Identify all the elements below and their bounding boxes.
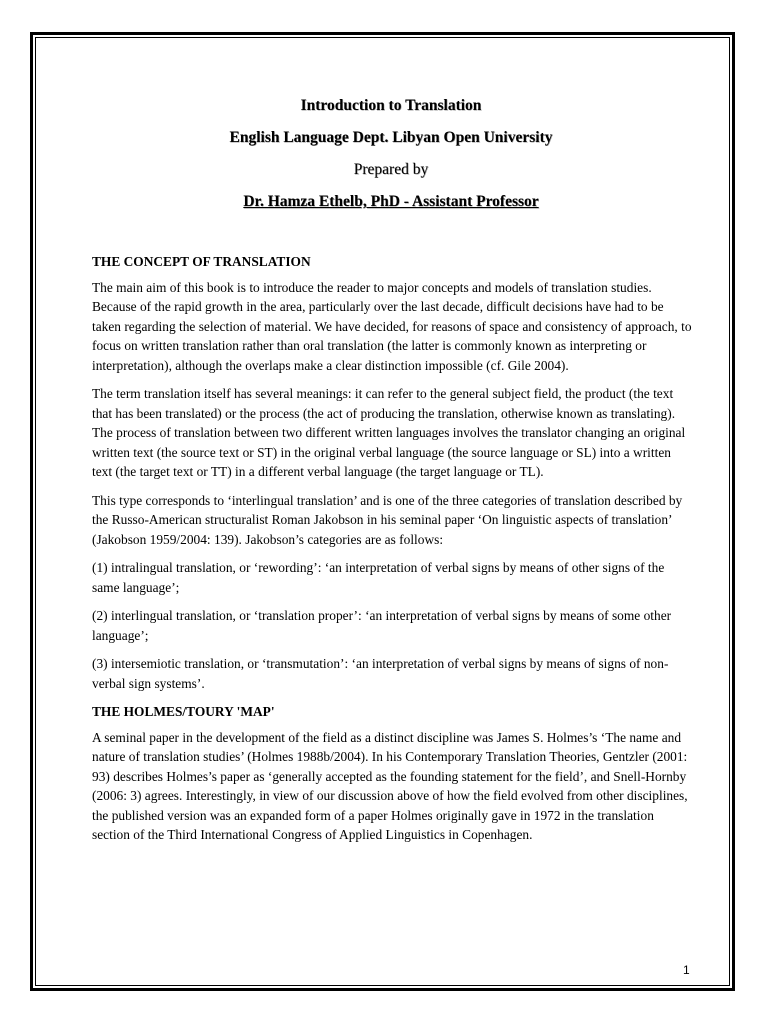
section-heading-holmes-toury: THE HOLMES/TOURY 'MAP' [92, 704, 275, 719]
prepared-by-line: Prepared by [353, 161, 429, 178]
page-number: 1 [683, 963, 690, 977]
list-item-category-2: (2) interlingual translation, or ‘translation proper’: ‘an interpretation of verbal signs by means of some other language’; [92, 608, 672, 643]
author-line: Dr. Hamza Ethelb, PhD - Assistant Professor [243, 193, 539, 210]
document-header [0, 93, 768, 221]
paragraph: The main aim of this book is to introduce the reader to major concepts and models of translation studies. Because of the rapid growth in the area, particularly over the last decade, difficult decisions have had to be taken regarding the selection of material. We have decided, for reasons of space and consistency of approach, to focus on written translation rather than oral translation (the latter is commonly known as interpreting or interpretation), although the overlaps make a clear distinction impossible (cf. Gile 2004). [92, 279, 692, 373]
paragraph: The term translation itself has several meanings: it can refer to the general subject field, the product (the text that has been translated) or the process (the act of producing the translation, otherwise known as translating). The process of translation between two different written languages involves the translator changing an original written text (the source text or ST) in the original verbal language (the source language or SL) into a written text (the target text or TT) in a different verbal language (the target language or TL). [92, 386, 686, 479]
paragraph: A seminal paper in the development of the field as a distinct discipline was James S. Holmes’s ‘The name and nature of translation studies’ (Holmes 1988b/2004). In his Contemporary Translation Theories, Gentzler (2001: 93) describes Holmes’s paper as ‘generally accepted as the founding statement for the field’, and Snell-Hornby (2006: 3) agrees. Interestingly, in view of our discussion above of how the field evolved from other disciplines, the published version was an expanded form of a paper Holmes originally gave in 1972 in the translation section of the Third International Congress of Applied Linguistics in Copenhagen. [92, 729, 688, 842]
paragraph: This type corresponds to ‘interlingual translation’ and is one of the three categories of translation described by the Russo-American structuralist Roman Jakobson in his seminal paper ‘On linguistic aspects of translation’ (Jakobson 1959/2004: 139). Jakobson’s categories are as follows: [92, 492, 683, 547]
list-item-category-3: (3) intersemiotic translation, or ‘transmutation’: ‘an interpretation of verbal signs by means of signs of non-verbal sign systems’. [92, 656, 669, 691]
list-item-category-1: (1) intralingual translation, or ‘rewording’: ‘an interpretation of verbal signs by means of other signs of the same language’; [92, 560, 665, 595]
section-heading-concept: THE CONCEPT OF TRANSLATION [92, 254, 311, 269]
document-body [92, 252, 692, 854]
document-title: Introduction to Translation [300, 97, 482, 114]
department-line: English Language Dept. Libyan Open University [229, 129, 553, 146]
